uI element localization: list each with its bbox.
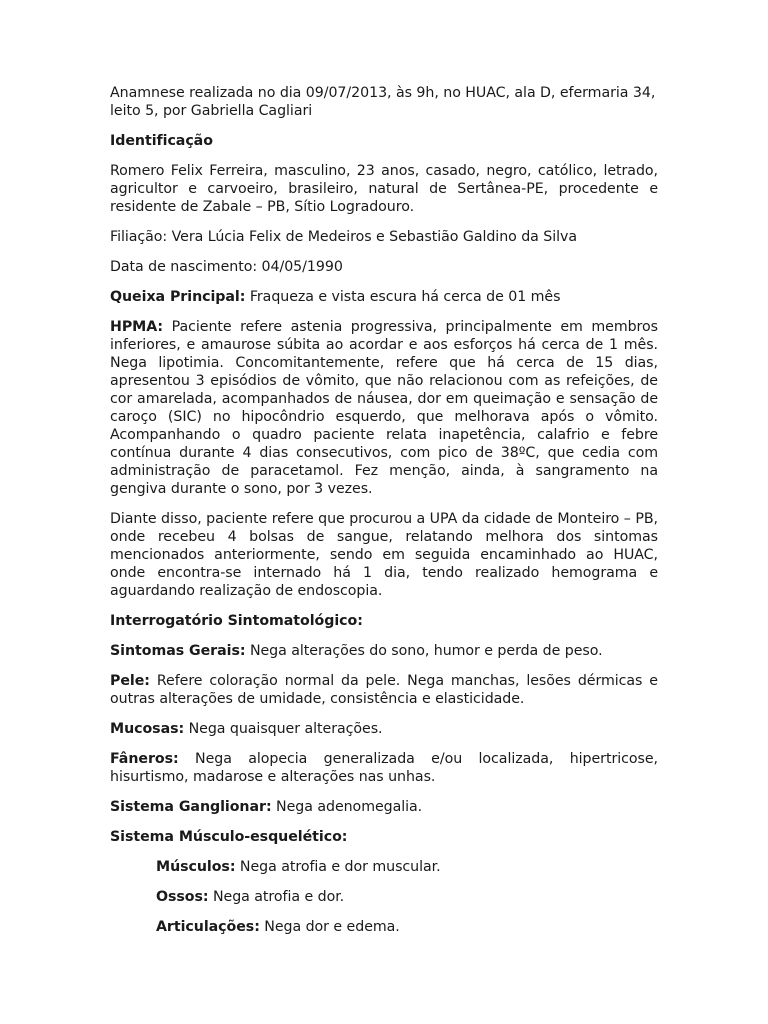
faneros-text: Nega alopecia generalizada e/ou localizada, hipertricose, hisurtismo, madarose e alterações nas unhas. — [110, 751, 658, 785]
identificacao-paragraph: Romero Felix Ferreira, masculino, 23 anos, casado, negro, católico, letrado, agricultor e carvoeiro, brasileiro, natural de Sertânea-PE, procedente e residente de Zabale – PB, Sítio Logradouro. — [110, 163, 658, 215]
articulacoes-label: Articulações: — [156, 919, 260, 935]
ganglionar-label: Sistema Ganglionar: — [110, 799, 272, 815]
musculo-esqueletico-heading: Sistema Músculo-esquelético: — [110, 829, 348, 845]
musculos-text: Nega atrofia e dor muscular. — [235, 859, 441, 875]
hpma-text: Paciente refere astenia progressiva, principalmente em membros inferiores, e amaurose súbita ao acordar e aos esforços há cerca de 1 mês. Nega lipotimia. Concomitantemente, refere que há cerca de 15 dias, apresentou 3 episódios de vômito, que não relacionou com as refeições, de cor amarelada, acompanhados de náusea, dor em queimação e sensação de caroço (SIC) no hipocôndrio esquerdo, que melhorava após o vômito. Acompanhando o quadro paciente relata inapetência, calafrio e febre contínua durante 4 dias consecutivos, com pico de 38ºC, que cedia com administração de paracetamol. Fez menção, ainda, à sangramento na gengiva durante o sono, por 3 vezes. — [110, 319, 658, 497]
articulacoes-paragraph — [156, 918, 658, 936]
ganglionar-text: Nega adenomegalia. — [271, 799, 423, 815]
pele-paragraph — [110, 672, 658, 708]
sintomas-gerais-paragraph — [110, 642, 658, 660]
mucosas-paragraph — [110, 720, 658, 738]
diante-paragraph: Diante disso, paciente refere que procurou a UPA da cidade de Monteiro – PB, onde recebeu 4 bolsas de sangue, relatando melhora dos sintomas mencionados anteriormente, sendo em seguida encaminhado ao HUAC, onde encontra-se internado há 1 dia, tendo realizado hemograma e aguardando realização de endoscopia. — [110, 511, 658, 599]
intro-paragraph: Anamnese realizada no dia 09/07/2013, às 9h, no HUAC, ala D, efermaria 34, leito 5, por Gabriella Cagliari — [110, 85, 656, 119]
queixa-label: Queixa Principal: — [110, 289, 246, 305]
ossos-paragraph — [156, 888, 658, 906]
faneros-label: Fâneros: — [110, 751, 179, 767]
identificacao-heading: Identificação — [110, 133, 213, 149]
nascimento-paragraph: Data de nascimento: 04/05/1990 — [110, 259, 343, 275]
musculos-label: Músculos: — [156, 859, 236, 875]
pele-label: Pele: — [110, 673, 150, 689]
articulacoes-text: Nega dor e edema. — [259, 919, 400, 935]
faneros-paragraph — [110, 750, 658, 786]
queixa-paragraph — [110, 288, 658, 306]
ossos-label: Ossos: — [156, 889, 209, 905]
ossos-text: Nega atrofia e dor. — [208, 889, 345, 905]
musculos-paragraph — [156, 858, 658, 876]
ganglionar-paragraph — [110, 798, 658, 816]
document-page — [110, 84, 658, 948]
interrogatorio-heading: Interrogatório Sintomatológico: — [110, 613, 363, 629]
sintomas-gerais-text: Nega alterações do sono, humor e perda de peso. — [245, 643, 603, 659]
queixa-text: Fraqueza e vista escura há cerca de 01 mês — [245, 289, 561, 305]
mucosas-label: Mucosas: — [110, 721, 185, 737]
hpma-label: HPMA: — [110, 319, 164, 335]
pele-text: Refere coloração normal da pele. Nega manchas, lesões dérmicas e outras alterações de umidade, consistência e elasticidade. — [110, 673, 658, 707]
mucosas-text: Nega quaisquer alterações. — [184, 721, 383, 737]
hpma-paragraph — [110, 318, 658, 498]
filiacao-paragraph: Filiação: Vera Lúcia Felix de Medeiros e Sebastião Galdino da Silva — [110, 229, 578, 245]
sintomas-gerais-label: Sintomas Gerais: — [110, 643, 246, 659]
